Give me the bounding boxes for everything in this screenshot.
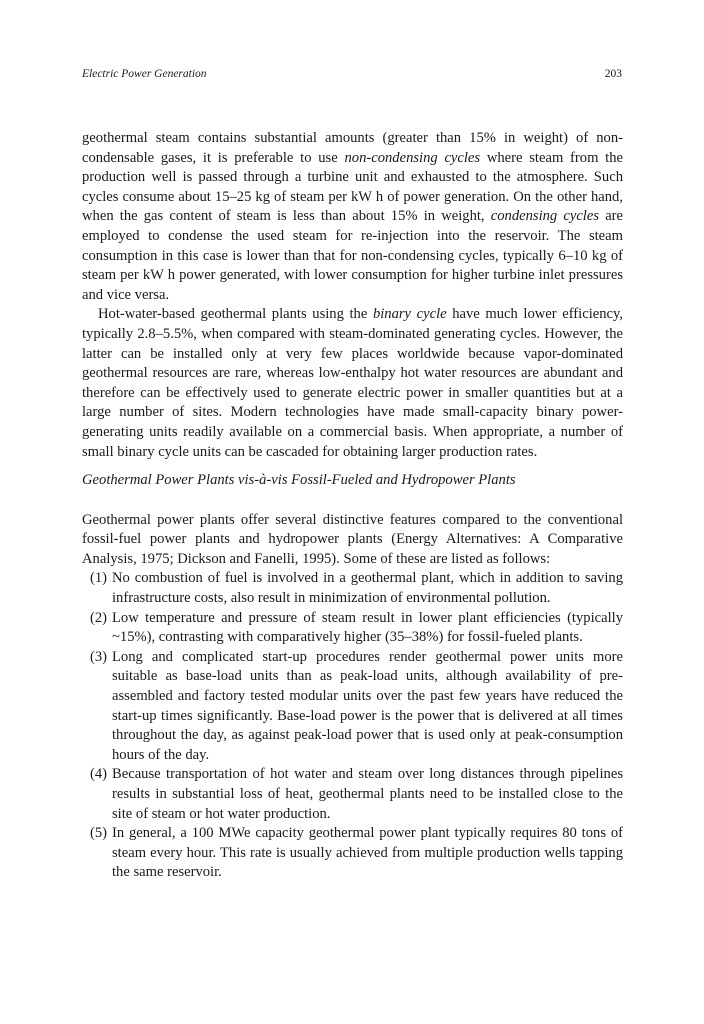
paragraph-condensing-cycles (82, 129, 623, 305)
list-item-text: In general, a 100 MWe capacity geothermal power plant typically requires 80 tons of steam every hour. This rate is usually achieved from multiple production wells tapping the same reservoir. (112, 825, 623, 881)
list-item (82, 569, 623, 608)
features-list (82, 569, 623, 883)
term-condensing-cycles: condensing cycles (490, 208, 600, 225)
list-item (82, 648, 623, 766)
text-run: have much lower efficiency, typically 2.8–5.5%, when compared with steam-dominated generating cycles. However, the latter can be installed only at very few places worldwide because vapor-dominated geothermal resources are rare, whereas low-enthalpy hot water resources are abundant and therefore can be effectively used to generate electric power in smaller quantities but at a large number of sites. Modern technologies have made small-capacity binary power-generating units readily available on a commercial basis. When appropriate, a number of small binary cycle units can be cascaded for obtaining larger production rates. (82, 306, 623, 460)
paragraph-intro-features: Geothermal power plants offer several distinctive features compared to the conventional fossil-fuel power plants and hydropower plants (Energy Alternatives: A Comparative Analysis, 1975; Dickson and Fanelli, 1995). Some of these are listed as follows: (82, 511, 623, 567)
list-item-number: (2) (90, 609, 108, 626)
list-item-text: No combustion of fuel is involved in a geothermal plant, which in addition to saving infrastructure costs, also result in minimization of environmental pollution. (112, 570, 623, 607)
section-heading: Geothermal Power Plants vis-à-vis Fossil-Fueled and Hydropower Plants (82, 472, 516, 489)
text-run: geothermal steam contains substantial amounts (greater than 15% in weight) of non-condensable gases, it is preferable to use (82, 130, 623, 166)
body-text (82, 129, 623, 883)
list-item-text: Low temperature and pressure of steam result in lower plant efficiencies (typically ~15%), contrasting with comparatively higher (35–38%) for fossil-fueled plants. (112, 609, 623, 646)
list-item (82, 824, 623, 883)
term-non-condensing-cycles: non-condensing cycles (344, 149, 481, 166)
paragraph-binary-cycle (82, 305, 623, 462)
list-item-number: (3) (90, 648, 108, 665)
list-item-number: (5) (90, 825, 108, 842)
page-number: 203 (604, 68, 622, 80)
running-header (82, 66, 622, 82)
text-run: where steam from the production well is passed through a turbine unit and exhausted to the atmosphere. Such cycles consume about 15–25 kg of steam per kW h of power generation. On the other hand, when the gas content of steam is less than about 15% in weight, (82, 149, 624, 225)
list-item-text: Because transportation of hot water and steam over long distances through pipelines results in substantial loss of heat, geothermal plants need to be installed close to the site of steam or hot water production. (112, 766, 623, 822)
list-item-number: (4) (90, 766, 108, 783)
list-item-text: Long and complicated start-up procedures render geothermal power units more suitable as base-load units than as peak-load units, although availability of pre-assembled and factory tested modular units over the past few years have reduced the start-up times significantly. Base-load power is the power that is delivered at all times throughout the day, as against peak-load power that is used only at peak-consumption hours of the day. (112, 648, 623, 763)
term-binary-cycle: binary cycle (372, 306, 447, 323)
text-run: Hot-water-based geothermal plants using the (98, 306, 373, 323)
running-title: Electric Power Generation (82, 68, 207, 80)
text-run: are employed to condense the used steam for re-injection into the reservoir. The steam consumption in this case is lower than that for non-condensing cycles, typically 6–10 kg of steam per kW h power generated, with lower consumption for higher turbine inlet pressures and vice versa. (82, 208, 624, 303)
list-item (82, 765, 623, 824)
list-item (82, 609, 623, 648)
list-item-number: (1) (90, 570, 108, 587)
